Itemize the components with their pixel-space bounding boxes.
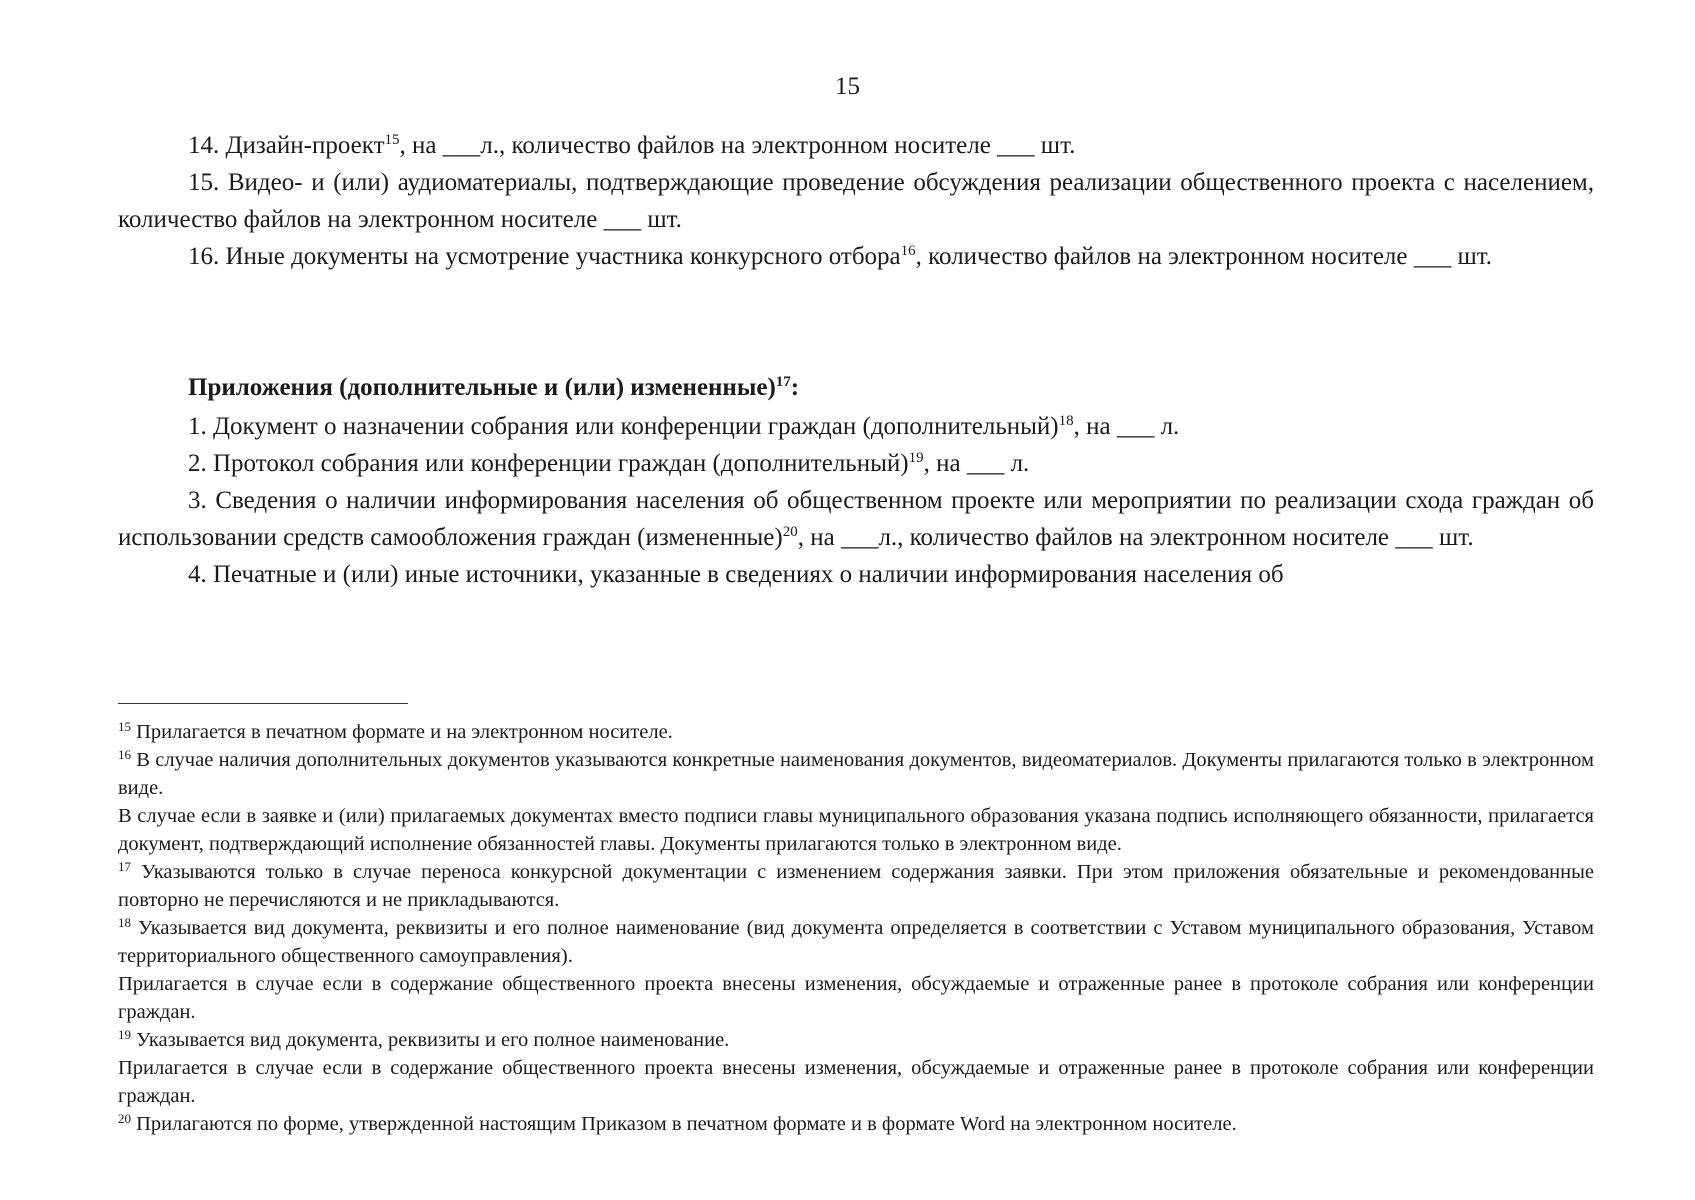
- footnote-text: Прилагается в случае если в содержание общественного проекта внесены изменения, обсуждаемые и отраженные ранее в протоколе собрания или конференции граждан.: [118, 973, 1594, 1023]
- item-text-after: , на ___ л.: [1073, 413, 1180, 440]
- footnote-15: [118, 718, 1594, 746]
- section-title-text: Приложения (дополнительные и (или) измененные): [188, 374, 776, 401]
- item-text-after: , на ___л., количество файлов на электронном носителе ___ шт.: [797, 524, 1474, 551]
- section-spacer: [118, 275, 1594, 367]
- item-text: 2. Протокол собрания или конференции граждан (дополнительный): [188, 450, 909, 477]
- footnote-separator: [118, 703, 408, 704]
- footnote-text: Указываются только в случае переноса конкурсной документации с изменением содержания заявки. При этом приложения обязательные и рекомендованные повторно не перечисляются и не прикладываются.: [118, 861, 1594, 911]
- footnote-ref[interactable]: 17: [775, 374, 791, 390]
- footnote-ref[interactable]: 20: [782, 524, 798, 540]
- footnote-number: 19: [118, 1027, 131, 1042]
- list-item-16: [118, 238, 1594, 275]
- footnote-text: Прилагается в случае если в содержание общественного проекта внесены изменения, обсуждаемые и отраженные ранее в протоколе собрания или конференции граждан.: [118, 1057, 1594, 1107]
- item-text: 15. Видео- и (или) аудиоматериалы, подтверждающие проведение обсуждения реализации общественного проекта с населением, количество файлов на электронном носителе ___ шт.: [118, 169, 1594, 233]
- footnote-ref[interactable]: 16: [900, 243, 916, 259]
- section-heading: [118, 367, 1594, 408]
- footnote-16: [118, 746, 1594, 802]
- document-body: [118, 127, 1594, 593]
- footnote-ref[interactable]: 15: [384, 132, 400, 148]
- appendix-item-1: [118, 408, 1594, 445]
- footnote-text: Указывается вид документа, реквизиты и его полное наименование (вид документа определяется в соответствии с Уставом муниципального образования, Уставом территориального общественного самоуправления).: [118, 917, 1594, 967]
- footnote-text: Указывается вид документа, реквизиты и его полное наименование.: [131, 1029, 730, 1051]
- item-text: 14. Дизайн-проект: [188, 132, 385, 159]
- footnote-16-continued: [118, 802, 1594, 858]
- item-text-after: , на ___л., количество файлов на электронном носителе ___ шт.: [399, 132, 1076, 159]
- footnote-number: 17: [118, 859, 131, 874]
- list-item-15: [118, 164, 1594, 238]
- appendix-item-2: [118, 445, 1594, 482]
- list-item-14: [118, 127, 1594, 164]
- footnote-20: [118, 1110, 1594, 1138]
- item-text-after: , на ___ л.: [923, 450, 1030, 477]
- item-text: 4. Печатные и (или) иные источники, указанные в сведениях о наличии информирования населения об: [188, 561, 1284, 588]
- item-text: 16. Иные документы на усмотрение участника конкурсного отбора: [188, 243, 901, 270]
- footnote-number: 18: [118, 915, 131, 930]
- footnote-text: Прилагается в печатном формате и на электронном носителе.: [131, 721, 673, 743]
- footnote-18: [118, 914, 1594, 970]
- item-text: 3. Сведения о наличии информирования населения об общественном проекте или мероприятии по реализации схода граждан об использовании средств самообложения граждан (измененные): [118, 487, 1594, 551]
- footnote-text: Прилагаются по форме, утвержденной настоящим Приказом в печатном формате и в формате Word на электронном носителе.: [131, 1113, 1237, 1135]
- appendix-item-4: [118, 556, 1594, 593]
- footnote-number: 15: [118, 719, 131, 734]
- footnote-number: 16: [118, 747, 131, 762]
- footnote-19: [118, 1026, 1594, 1054]
- item-text-after: , количество файлов на электронном носителе ___ шт.: [915, 243, 1493, 270]
- footnote-19-continued: [118, 1054, 1594, 1110]
- footnote-18-continued: [118, 970, 1594, 1026]
- footnote-number: 20: [118, 1111, 131, 1126]
- item-text: 1. Документ о назначении собрания или конференции граждан (дополнительный): [188, 413, 1059, 440]
- footnote-ref[interactable]: 19: [908, 450, 924, 466]
- footnotes: [118, 718, 1594, 1138]
- appendix-item-3: [118, 482, 1594, 556]
- footnote-text: В случае если в заявке и (или) прилагаемых документах вместо подписи главы муниципального образования указана подпись исполняющего обязанности, прилагается документ, подтверждающий исполнение обязанностей главы. Документы прилагаются только в электронном виде.: [118, 805, 1594, 855]
- page-number: 15: [835, 73, 860, 100]
- footnote-ref[interactable]: 18: [1058, 413, 1074, 429]
- footnote-text: В случае наличия дополнительных документов указываются конкретные наименования документов, видеоматериалов. Документы прилагаются только в электронном виде.: [118, 749, 1594, 799]
- section-title-colon: :: [790, 374, 800, 401]
- footnote-17: [118, 858, 1594, 914]
